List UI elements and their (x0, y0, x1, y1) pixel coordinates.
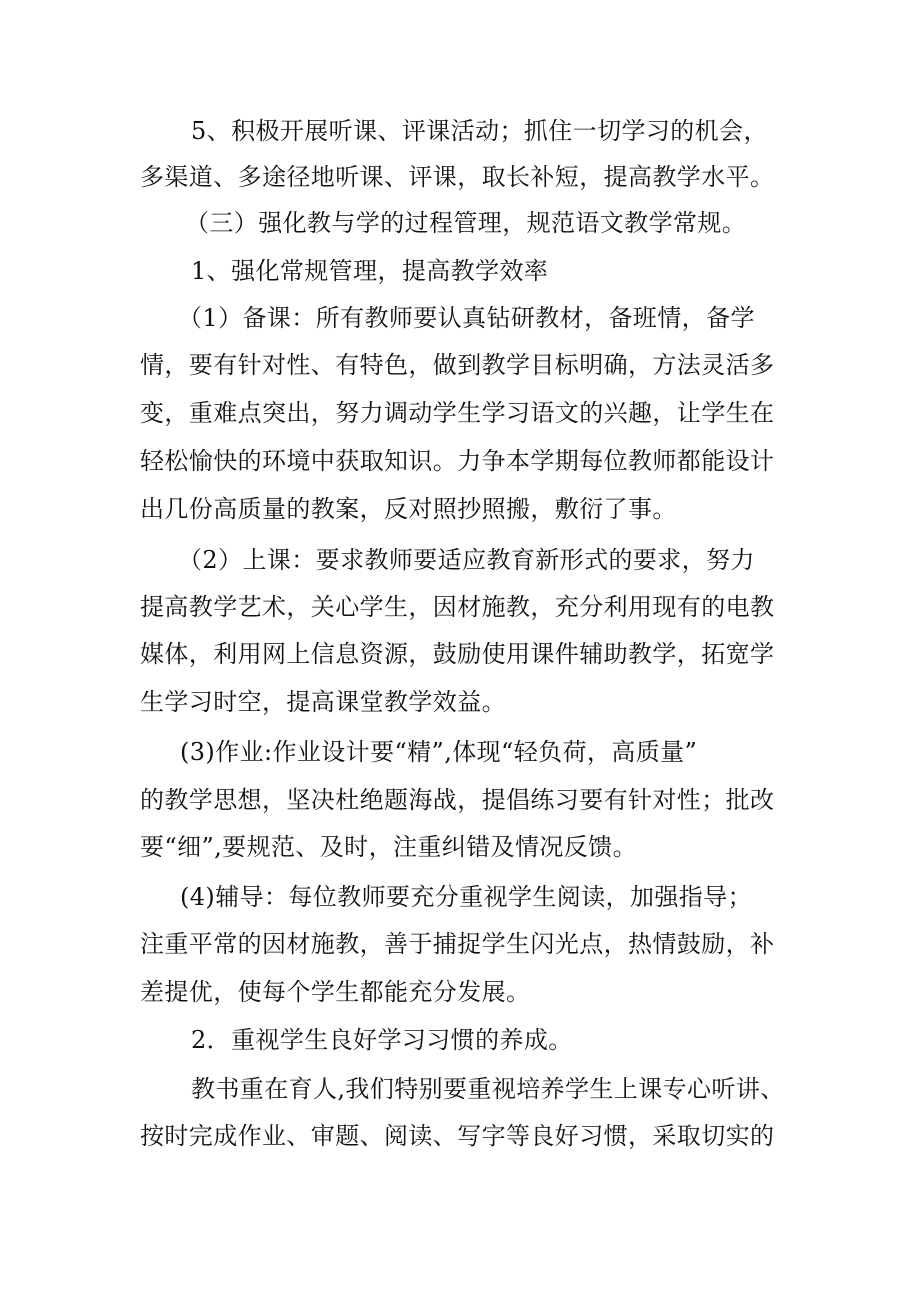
text-line: 要“细”,要规范、及时，注重纠错及情况反馈。 (140, 833, 637, 861)
text-line: 出几份高质量的教案，反对照抄照搬，敷衍了事。 (140, 495, 677, 523)
text-line: （三）强化教与学的过程管理，规范语文教学常规。 (185, 209, 747, 237)
text-line: 媒体，利用网上信息资源，鼓励使用课件辅助教学，拓宽学 (140, 640, 775, 668)
text-line: 生学习时空，提高课堂教学效益。 (140, 688, 506, 716)
text-line: 差提优，使每个学生都能充分发展。 (140, 978, 531, 1006)
text-line: 轻松愉快的环境中获取知识。力争本学期每位教师都能设计 (140, 447, 775, 475)
text-line: (4)辅导：每位教师要充分重视学生阅读，加强指导； (180, 883, 752, 911)
text-line: 1、强化常规管理，提高教学效率 (191, 257, 549, 285)
text-line: 提高教学艺术，关心学生，因材施教，充分利用现有的电教 (140, 593, 775, 621)
text-line: 多渠道、多途径地听课、评课，取长补短，提高教学水平。 (140, 163, 775, 191)
text-line: 2．重视学生良好学习习惯的养成。 (191, 1026, 573, 1054)
text-line: 按时完成作业、审题、阅读、写字等良好习惯，采取切实的 (140, 1122, 775, 1150)
text-line: (3)作业:作业设计要“精”,体现“轻负荷，高质量” (180, 738, 698, 766)
text-line: （1）备课：所有教师要认真钻研教材，备班情，备学 (178, 304, 755, 332)
text-line: 变，重难点突出，努力调动学生学习语文的兴趣，让学生在 (140, 399, 775, 427)
text-line: 情，要有针对性、有特色，做到教学目标明确，方法灵活多 (140, 351, 775, 379)
text-line: （2）上课：要求教师要适应教育新形式的要求，努力 (178, 546, 755, 574)
text-line: 的教学思想，坚决杜绝题海战，提倡练习要有针对性；批改 (140, 786, 775, 814)
text-line: 5、积极开展听课、评课活动；抓住一切学习的机会， (191, 117, 768, 145)
text-line: 教书重在育人,我们特别要重视培养学生上课专心听讲、 (191, 1075, 785, 1103)
text-line: 注重平常的因材施教，善于捕捉学生闪光点，热情鼓励，补 (140, 930, 775, 958)
